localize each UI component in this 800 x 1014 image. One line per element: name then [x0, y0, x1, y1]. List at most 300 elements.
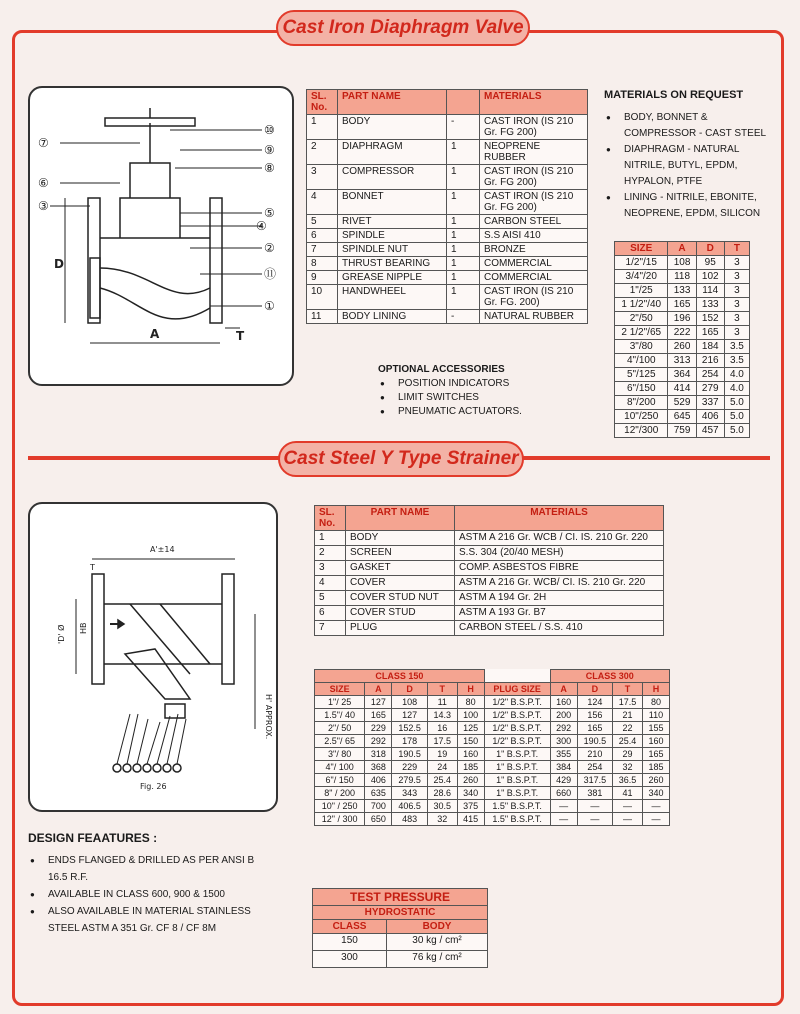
svg-text:'D' Ø: 'D' Ø [57, 624, 66, 644]
table-cell: 1 [307, 115, 338, 140]
table-cell: 429 [550, 774, 577, 787]
table-cell: RIVET [338, 215, 447, 229]
table-cell: 343 [392, 787, 427, 800]
valve-size-table [614, 241, 750, 438]
table-cell: S.S. 304 (20/40 MESH) [455, 546, 664, 561]
table-cell: 3 [724, 326, 749, 340]
table-row [615, 424, 750, 438]
table-row [615, 410, 750, 424]
table-cell: 6 [307, 229, 338, 243]
col-header [447, 90, 480, 115]
table-cell: 375 [457, 800, 484, 813]
table-cell: 260 [642, 774, 669, 787]
table-cell: 635 [365, 787, 392, 800]
table-cell: — [642, 813, 669, 826]
table-cell: 1.5"/ 40 [315, 709, 365, 722]
table-cell: 150 [313, 934, 387, 951]
table-cell: 1 [447, 190, 480, 215]
table-cell: 300 [313, 951, 387, 968]
table-cell: 279 [696, 382, 724, 396]
list-item: ● PNEUMATIC ACTUATORS. [380, 405, 580, 419]
valve-diagram [30, 88, 292, 384]
col-header: SL. No. [307, 90, 338, 115]
table-cell: 102 [696, 270, 724, 284]
table-cell: 1 [447, 215, 480, 229]
table-cell: 41 [613, 787, 643, 800]
class-300-header: CLASS 300 [550, 670, 669, 683]
table-cell: 8 [307, 257, 338, 271]
table-row [315, 761, 670, 774]
table-cell: 5 [315, 591, 346, 606]
table-cell: — [550, 800, 577, 813]
table-cell: 406 [696, 410, 724, 424]
table-cell: 660 [550, 787, 577, 800]
svg-text:T: T [90, 563, 95, 572]
table-row [615, 368, 750, 382]
table-cell: 10" / 250 [315, 800, 365, 813]
svg-text:④: ④ [256, 219, 267, 233]
table-cell: 2 1/2"/65 [615, 326, 668, 340]
table-cell: 14.3 [427, 709, 457, 722]
table-cell: 216 [696, 354, 724, 368]
table-cell: 160 [642, 735, 669, 748]
test-pressure-title: TEST PRESSURE [313, 889, 488, 906]
table-cell: BRONZE [480, 243, 588, 257]
table-cell: 2 [315, 546, 346, 561]
svg-text:T: T [236, 329, 245, 343]
table-cell: 10 [307, 285, 338, 310]
table-cell: 414 [668, 382, 696, 396]
table-cell: ASTM A 194 Gr. 2H [455, 591, 664, 606]
table-cell: 355 [550, 748, 577, 761]
table-row [315, 748, 670, 761]
table-cell: 406.5 [392, 800, 427, 813]
svg-text:⑥: ⑥ [38, 176, 49, 190]
table-cell: 1 [447, 285, 480, 310]
col-header: D [577, 683, 612, 696]
table-cell: 5.0 [724, 396, 749, 410]
table-cell: 5 [307, 215, 338, 229]
table-cell: BONNET [338, 190, 447, 215]
table-cell: 12"/300 [615, 424, 668, 438]
col-header: T [613, 683, 643, 696]
table-row [315, 774, 670, 787]
table-row [315, 813, 670, 826]
table-cell: 3"/80 [615, 340, 668, 354]
table-cell: 4 [307, 190, 338, 215]
table-cell: 1/2"/15 [615, 256, 668, 270]
table-cell: 6"/150 [615, 382, 668, 396]
table-cell: 4"/ 100 [315, 761, 365, 774]
table-cell: BODY [346, 531, 455, 546]
valve-title: Cast Iron Diaphragm Valve [276, 10, 530, 46]
table-cell: COVER STUD NUT [346, 591, 455, 606]
table-cell: 1/2" B.S.P.T. [484, 709, 550, 722]
table-cell: 415 [457, 813, 484, 826]
table-cell: GREASE NIPPLE [338, 271, 447, 285]
table-row [315, 591, 664, 606]
table-cell: 165 [365, 709, 392, 722]
table-cell: NEOPRENE RUBBER [480, 140, 588, 165]
valve-drawing [28, 86, 294, 386]
table-cell: 313 [668, 354, 696, 368]
table-row [315, 561, 664, 576]
table-cell: 3.5 [724, 354, 749, 368]
col-header: SIZE [615, 242, 668, 256]
table-row [307, 140, 588, 165]
table-row [307, 215, 588, 229]
table-cell: 318 [365, 748, 392, 761]
table-row [315, 709, 670, 722]
table-cell: — [642, 800, 669, 813]
table-cell: 12" / 300 [315, 813, 365, 826]
table-cell: 160 [550, 696, 577, 709]
table-cell: 36.5 [613, 774, 643, 787]
table-cell: — [577, 813, 612, 826]
table-cell: 7 [307, 243, 338, 257]
col-header: T [724, 242, 749, 256]
col-header: CLASS [313, 920, 387, 934]
table-cell: 110 [642, 709, 669, 722]
table-cell: CAST IRON (IS 210 Gr. FG 200) [480, 115, 588, 140]
valve-parts-table [306, 89, 588, 324]
table-cell: 150 [457, 735, 484, 748]
table-cell: 127 [365, 696, 392, 709]
table-cell: 229 [365, 722, 392, 735]
table-cell: COMMERCIAL [480, 271, 588, 285]
table-cell: 21 [613, 709, 643, 722]
table-cell: S.S AISI 410 [480, 229, 588, 243]
table-cell: 1.5" B.S.P.T. [484, 800, 550, 813]
table-cell: 3 [307, 165, 338, 190]
table-cell: CARBON STEEL [480, 215, 588, 229]
table-cell: 254 [577, 761, 612, 774]
list-item: ● ALSO AVAILABLE IN MATERIAL STAINLESS STEEL ASTM A 351 Gr. CF 8 / CF 8M [30, 903, 266, 937]
optional-accessories-list [380, 377, 580, 419]
materials-on-request-list [606, 110, 770, 222]
table-row [315, 606, 664, 621]
table-cell: 759 [668, 424, 696, 438]
table-cell: 124 [577, 696, 612, 709]
col-header: BODY [387, 920, 488, 934]
table-cell: 155 [642, 722, 669, 735]
class-150-header: CLASS 150 [315, 670, 485, 683]
col-header: PART NAME [338, 90, 447, 115]
table-row [307, 257, 588, 271]
table-cell: 152.5 [392, 722, 427, 735]
table-cell: 28.6 [427, 787, 457, 800]
table-cell: 3 [724, 256, 749, 270]
col-header: D [392, 683, 427, 696]
table-cell: 190.5 [392, 748, 427, 761]
table-cell: 340 [642, 787, 669, 800]
strainer-diagram [30, 504, 276, 810]
table-cell: 1" B.S.P.T. [484, 748, 550, 761]
table-cell: 133 [696, 298, 724, 312]
table-cell: 406 [365, 774, 392, 787]
table-cell: 529 [668, 396, 696, 410]
table-cell: 108 [392, 696, 427, 709]
table-cell: 1" B.S.P.T. [484, 774, 550, 787]
col-header: T [427, 683, 457, 696]
svg-text:①: ① [264, 299, 275, 313]
table-row [315, 546, 664, 561]
table-row [307, 310, 588, 324]
table-cell: 22 [613, 722, 643, 735]
col-header: A [550, 683, 577, 696]
table-cell: 1"/ 25 [315, 696, 365, 709]
table-cell: 3 [315, 561, 346, 576]
table-cell: 1.5" B.S.P.T. [484, 813, 550, 826]
table-cell: 1" B.S.P.T. [484, 761, 550, 774]
table-cell: COVER STUD [346, 606, 455, 621]
strainer-parts-table [314, 505, 664, 636]
table-cell: — [613, 800, 643, 813]
table-cell: 152 [696, 312, 724, 326]
table-cell: 483 [392, 813, 427, 826]
table-row [307, 190, 588, 215]
table-row [615, 298, 750, 312]
table-cell: 118 [668, 270, 696, 284]
table-row [307, 165, 588, 190]
dim-a-label: A'±14 [150, 545, 175, 554]
table-row [615, 270, 750, 284]
table-cell: 25.4 [613, 735, 643, 748]
table-cell: ASTM A 193 Gr. B7 [455, 606, 664, 621]
table-row [615, 326, 750, 340]
table-cell: 17.5 [427, 735, 457, 748]
table-cell: 24 [427, 761, 457, 774]
table-row [315, 531, 664, 546]
table-cell: - [447, 115, 480, 140]
table-cell: 165 [696, 326, 724, 340]
table-cell: 184 [696, 340, 724, 354]
table-cell: 3 [724, 284, 749, 298]
table-cell: 3 [724, 298, 749, 312]
table-cell: 16 [427, 722, 457, 735]
table-cell: 5.0 [724, 410, 749, 424]
table-cell: 114 [696, 284, 724, 298]
table-cell: SCREEN [346, 546, 455, 561]
table-cell: 292 [365, 735, 392, 748]
table-cell: 4.0 [724, 382, 749, 396]
col-header: SL. No. [315, 506, 346, 531]
table-row [615, 256, 750, 270]
list-item: ● ENDS FLANGED & DRILLED AS PER ANSI B 16.5 R.F. [30, 852, 266, 886]
table-cell: CAST IRON (IS 210 Gr. FG. 200) [480, 285, 588, 310]
table-cell: 384 [550, 761, 577, 774]
table-cell: 368 [365, 761, 392, 774]
table-cell: HANDWHEEL [338, 285, 447, 310]
table-row [615, 312, 750, 326]
table-cell: 260 [668, 340, 696, 354]
table-cell: 364 [668, 368, 696, 382]
col-header: A [668, 242, 696, 256]
table-cell: — [613, 813, 643, 826]
table-cell: 17.5 [613, 696, 643, 709]
col-header: A [365, 683, 392, 696]
strainer-drawing [28, 502, 278, 812]
table-cell: 32 [613, 761, 643, 774]
table-cell: 2 [307, 140, 338, 165]
svg-text:A: A [150, 327, 160, 341]
table-cell: 1/2" B.S.P.T. [484, 722, 550, 735]
table-cell: 292 [550, 722, 577, 735]
table-cell: 1" B.S.P.T. [484, 787, 550, 800]
table-cell: COMMERCIAL [480, 257, 588, 271]
table-cell: 1 [447, 243, 480, 257]
table-row [615, 382, 750, 396]
design-features-list [30, 852, 266, 937]
table-cell: 222 [668, 326, 696, 340]
list-item: ● POSITION INDICATORS [380, 377, 580, 391]
table-cell: PLUG [346, 621, 455, 636]
hydrostatic-label: HYDROSTATIC [313, 906, 488, 920]
table-cell: COVER [346, 576, 455, 591]
table-cell: 30 kg / cm² [387, 934, 488, 951]
table-cell: 8" / 200 [315, 787, 365, 800]
table-cell: 1 [447, 140, 480, 165]
list-item: ● AVAILABLE IN CLASS 600, 900 & 1500 [30, 886, 266, 903]
col-header: PLUG SIZE [484, 683, 550, 696]
table-cell: 1 [447, 165, 480, 190]
table-cell: 80 [457, 696, 484, 709]
table-cell: 1/2" B.S.P.T. [484, 696, 550, 709]
table-row [615, 396, 750, 410]
table-cell: 1 [315, 531, 346, 546]
figure-label: Fig. 26 [140, 782, 167, 791]
svg-text:HB: HB [79, 622, 88, 634]
table-cell: 30.5 [427, 800, 457, 813]
table-cell: 185 [642, 761, 669, 774]
table-cell: 337 [696, 396, 724, 410]
table-cell: 108 [668, 256, 696, 270]
table-row [315, 576, 664, 591]
table-row [315, 735, 670, 748]
table-row [315, 722, 670, 735]
list-item: ● LIMIT SWITCHES [380, 391, 580, 405]
table-cell: 125 [457, 722, 484, 735]
table-cell: 1"/25 [615, 284, 668, 298]
table-row [315, 787, 670, 800]
table-row [307, 115, 588, 140]
table-cell: 2"/50 [615, 312, 668, 326]
table-cell: 200 [550, 709, 577, 722]
table-cell: 190.5 [577, 735, 612, 748]
table-cell: 3 [724, 270, 749, 284]
table-cell: ASTM A 216 Gr. WCB / CI. IS. 210 Gr. 220 [455, 531, 664, 546]
svg-text:②: ② [264, 241, 275, 255]
table-cell: 1 [447, 271, 480, 285]
materials-on-request-title: MATERIALS ON REQUEST [604, 89, 744, 101]
table-cell: 11 [307, 310, 338, 324]
strainer-size-table [314, 669, 670, 826]
table-cell: 196 [668, 312, 696, 326]
col-header: MATERIALS [480, 90, 588, 115]
table-cell: 7 [315, 621, 346, 636]
svg-text:⑧: ⑧ [264, 161, 275, 175]
table-cell: 1 [447, 257, 480, 271]
table-cell: 6 [315, 606, 346, 621]
table-cell: 133 [668, 284, 696, 298]
table-cell: 254 [696, 368, 724, 382]
col-header: SIZE [315, 683, 365, 696]
table-cell: 300 [550, 735, 577, 748]
table-cell: 5"/125 [615, 368, 668, 382]
table-cell: 11 [427, 696, 457, 709]
table-cell: NATURAL RUBBER [480, 310, 588, 324]
svg-text:H' APPROX.: H' APPROX. [264, 694, 273, 740]
table-cell: 650 [365, 813, 392, 826]
svg-text:⑪: ⑪ [264, 267, 277, 281]
table-cell: 229 [392, 761, 427, 774]
table-cell: 2.5"/ 65 [315, 735, 365, 748]
table-cell: DIAPHRAGM [338, 140, 447, 165]
table-cell: GASKET [346, 561, 455, 576]
svg-text:⑩: ⑩ [264, 123, 275, 137]
table-cell: 127 [392, 709, 427, 722]
svg-text:⑨: ⑨ [264, 143, 275, 157]
table-cell: COMPRESSOR [338, 165, 447, 190]
table-cell: 160 [457, 748, 484, 761]
table-cell: 100 [457, 709, 484, 722]
col-header: H [457, 683, 484, 696]
table-cell: BODY [338, 115, 447, 140]
table-row [313, 951, 488, 968]
table-cell: BODY LINING [338, 310, 447, 324]
table-cell: — [577, 800, 612, 813]
list-item: ● BODY, BONNET & COMPRESSOR - CAST STEEL [606, 110, 770, 142]
table-cell: THRUST BEARING [338, 257, 447, 271]
table-cell: 9 [307, 271, 338, 285]
svg-text:⑤: ⑤ [264, 206, 275, 220]
table-row [615, 354, 750, 368]
table-row [307, 243, 588, 257]
table-row [615, 284, 750, 298]
table-cell: 178 [392, 735, 427, 748]
table-cell: COMP. ASBESTOS FIBRE [455, 561, 664, 576]
optional-accessories-title: OPTIONAL ACCESSORIES [378, 364, 505, 375]
table-cell: 80 [642, 696, 669, 709]
table-cell: — [550, 813, 577, 826]
table-row [315, 800, 670, 813]
col-header: MATERIALS [455, 506, 664, 531]
table-cell: 381 [577, 787, 612, 800]
table-cell: 210 [577, 748, 612, 761]
table-cell: 165 [668, 298, 696, 312]
table-cell: - [447, 310, 480, 324]
table-row [313, 934, 488, 951]
table-cell: SPINDLE NUT [338, 243, 447, 257]
list-item: ● DIAPHRAGM - NATURAL NITRILE, BUTYL, EPDM, HYPALON, PTFE [606, 142, 770, 190]
table-cell: 156 [577, 709, 612, 722]
table-row [315, 621, 664, 636]
list-item: ● LINING - NITRILE, EBONITE, NEOPRENE, EPDM, SILICON [606, 190, 770, 222]
table-cell: 8"/200 [615, 396, 668, 410]
table-cell: 6"/ 150 [315, 774, 365, 787]
table-cell: 317.5 [577, 774, 612, 787]
table-cell: 3.5 [724, 340, 749, 354]
table-row [307, 271, 588, 285]
table-cell: 4 [315, 576, 346, 591]
test-pressure-table [312, 888, 488, 968]
table-cell: 95 [696, 256, 724, 270]
table-cell: 1 1/2"/40 [615, 298, 668, 312]
design-features-title: DESIGN FEAATURES : [28, 831, 158, 845]
table-cell: SPINDLE [338, 229, 447, 243]
table-cell: 165 [642, 748, 669, 761]
table-cell: 260 [457, 774, 484, 787]
